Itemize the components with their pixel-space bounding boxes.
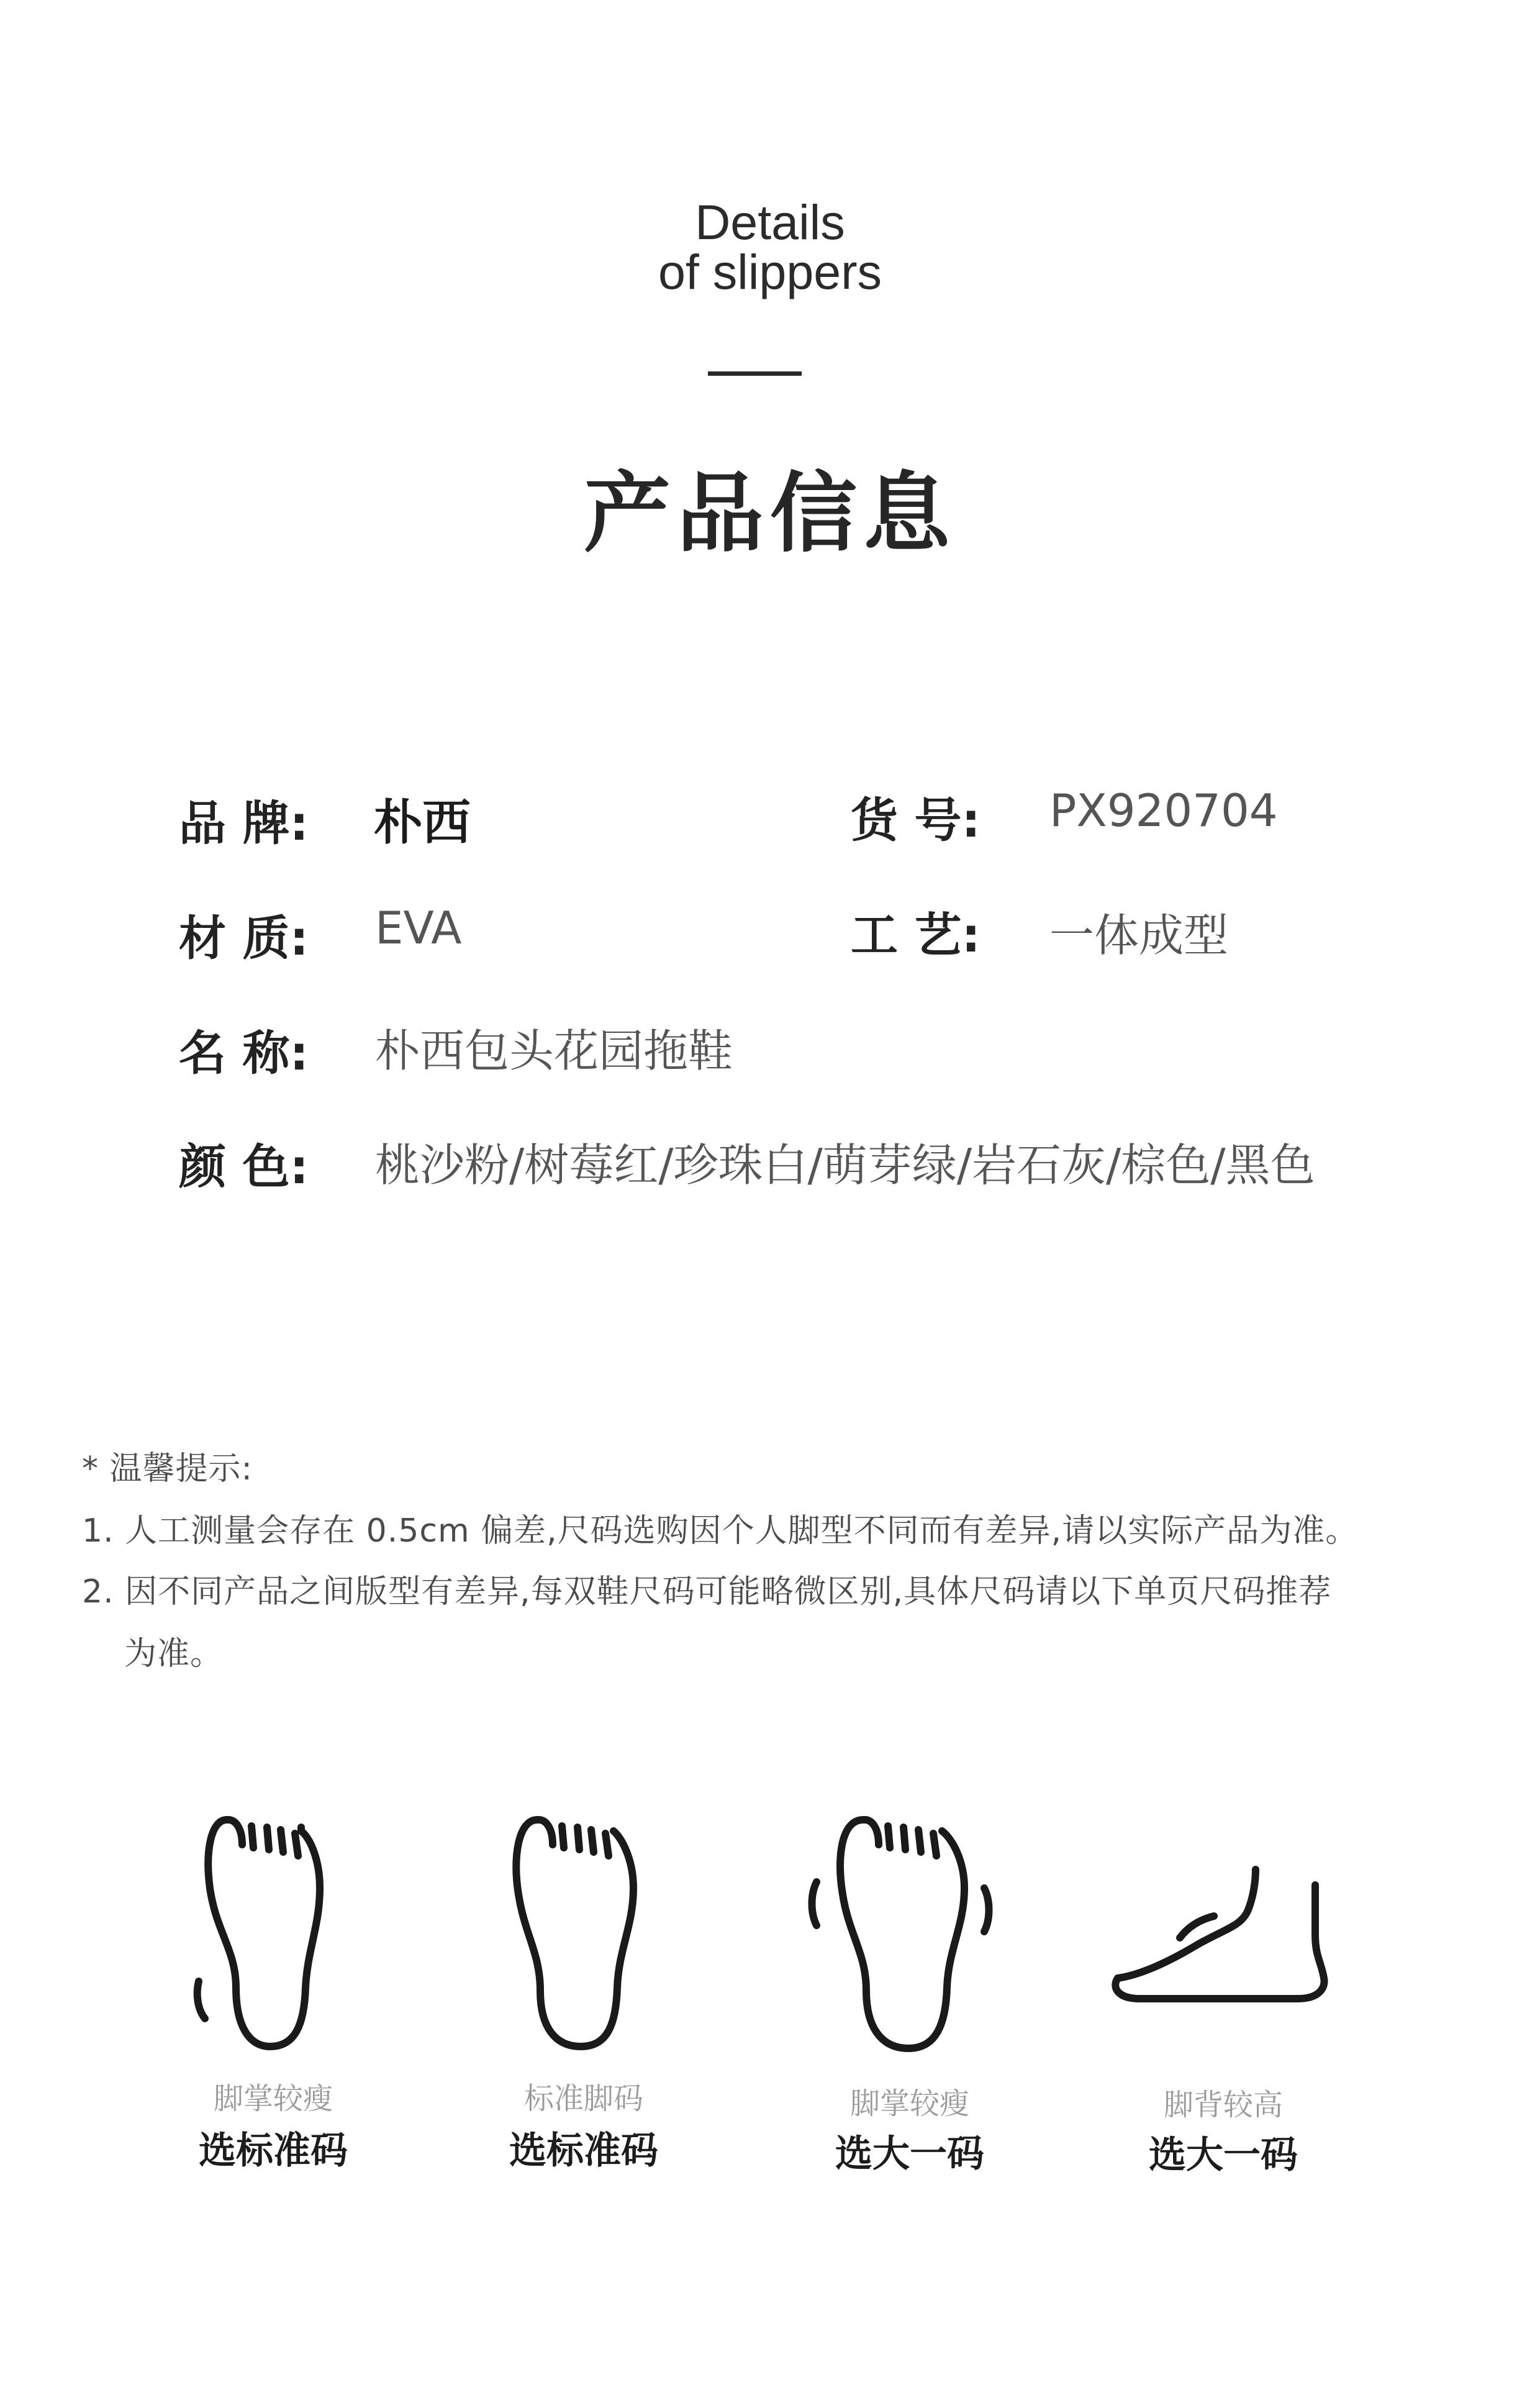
name-value: 朴西包头花园拖鞋: [375, 1025, 733, 1077]
foot-guide-high-instep: [1068, 1801, 1379, 2186]
wide-foot-icon: [779, 1801, 1040, 2062]
foot-guide-advice: 选大一码: [1149, 2133, 1298, 2177]
english-title-line2: of slippers: [658, 244, 882, 299]
foot-guide-sub: 脚掌较瘦: [849, 2086, 969, 2121]
color-label: 颜 色:: [179, 1139, 309, 1194]
tip-item-1: 1. 人工测量会存在 0.5cm 偏差,尺码选购因个人脚型不同而有差异,请以实际产品为准。: [82, 1512, 1359, 1550]
foot-guide-wide: [754, 1801, 1065, 2186]
foot-guide-advice: 选标准码: [509, 2129, 658, 2173]
name-label: 名 称:: [179, 1025, 309, 1081]
high-instep-foot-icon: [1093, 1801, 1354, 2062]
tips-heading: * 温馨提示:: [82, 1450, 253, 1488]
foot-guide-sub: 脚掌较瘦: [213, 2081, 333, 2116]
color-value: 桃沙粉/树莓红/珍珠白/萌芽绿/岩石灰/棕色/黑色: [375, 1139, 1315, 1191]
sku-label: 货 号:: [851, 793, 981, 848]
craft-label: 工 艺:: [851, 907, 981, 963]
narrow-foot-icon: [143, 1801, 404, 2062]
brand-label: 品 牌:: [179, 796, 309, 851]
foot-guide-sub: 脚背较高: [1163, 2087, 1283, 2122]
material-value: EVA: [375, 902, 462, 954]
english-title-line1: Details: [695, 194, 845, 250]
foot-guide-sub: 标准脚码: [523, 2081, 643, 2116]
standard-foot-icon: [453, 1801, 714, 2062]
foot-guide-narrow: [118, 1801, 428, 2186]
page-title: 产品信息: [583, 463, 956, 565]
material-label: 材 质:: [179, 911, 309, 966]
foot-guide-advice: 选大一码: [835, 2132, 984, 2176]
title-divider: [708, 371, 802, 376]
foot-guide-advice: 选标准码: [199, 2129, 348, 2173]
foot-guide-standard: [428, 1801, 739, 2186]
tip-item-2-continued: 为准。: [124, 1635, 224, 1673]
brand-value: 朴西: [374, 795, 471, 851]
craft-value: 一体成型: [1049, 909, 1229, 961]
tip-item-2: 2. 因不同产品之间版型有差异,每双鞋尺码可能略微区别,具体尺码请以下单页尺码推荐: [82, 1573, 1332, 1610]
sku-value: PX920704: [1049, 784, 1278, 837]
